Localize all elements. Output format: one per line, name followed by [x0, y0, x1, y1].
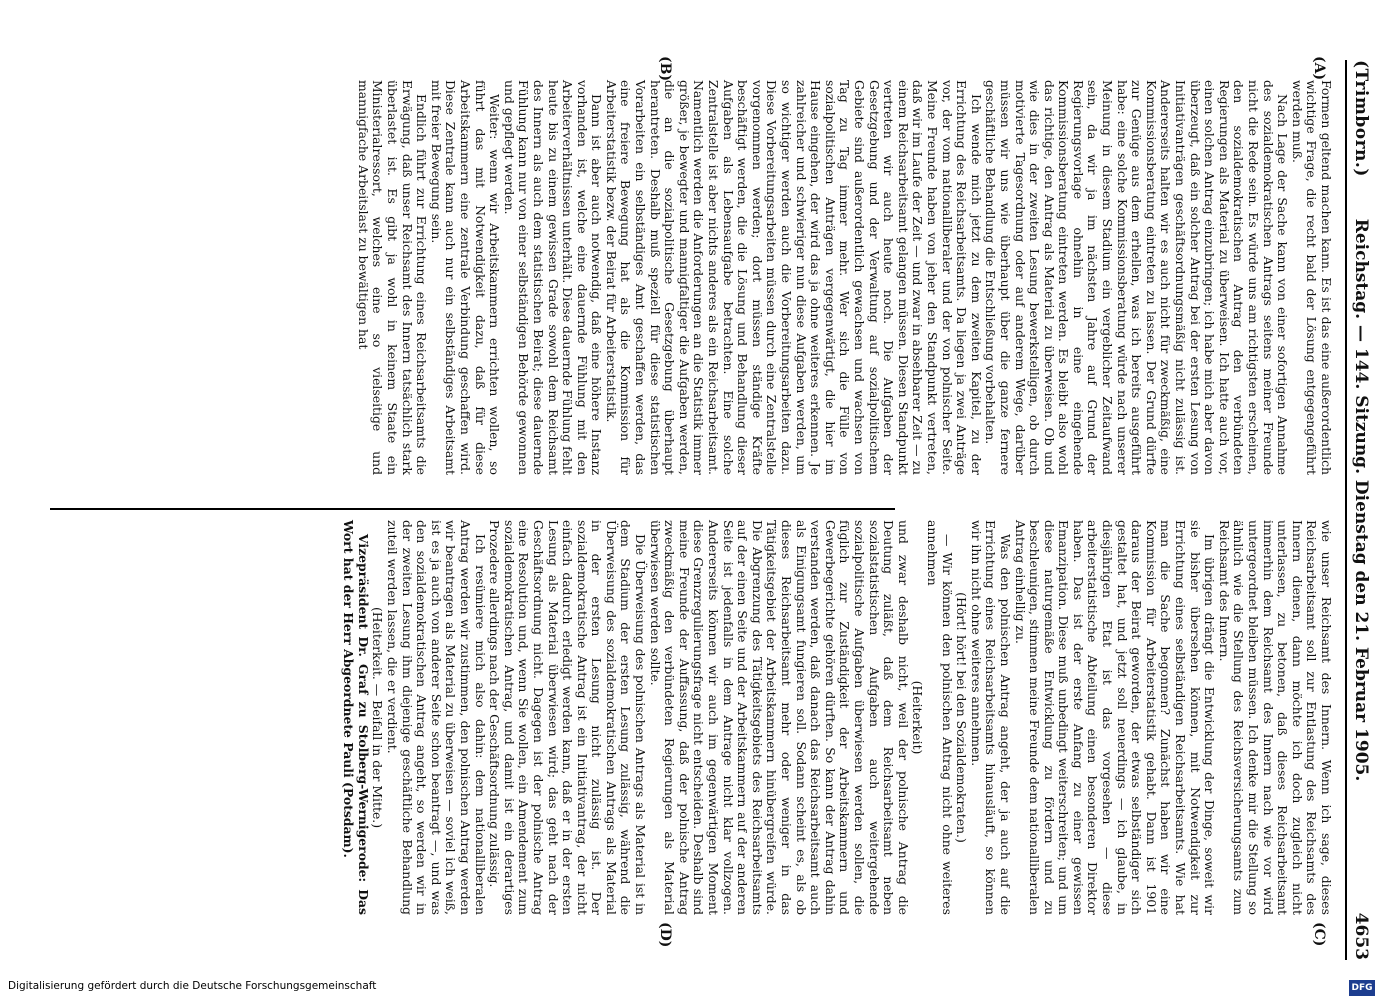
interjection: (Hört! hört! bei den Sozialdemokraten.) — [954, 592, 970, 843]
paragraph: Formen geltend machen kann. Es ist das eine außerordentlich wichtige Frage, die recht bald der Lösung entgegengeführt werden muß. — [1289, 80, 1334, 475]
paragraph: Endlich führt zur Errichtung eines Reichsarbeitsamts die Erwägung, daß unser Reichsamt des Innern tatsächlich stark überlastet ist. Es gibt ja wohl in keinem Staate ein Ministerialressort, welches eine so vielseitige und mannigfache Arbeitslast zu bewältigen hat — [355, 80, 430, 475]
paragraph: Im übrigen drängt die Entwicklung der Dinge, soweit wir sie bisher übersehen können, mit Notwendigkeit zur Errichtung eines selbständigen Reichsarbeitsamts. Wie hat man die Sache begonnen? Zunächst haben wir eine Kommission für Arbeiterstatistik gehabt. Dann ist 1901 daraus der Beirat geworden, der etwas selbständiger sich gestaltet hat, und jetzt soll neuerdings — ich glaube, in diesjährigen Etat ist das vorgesehen — diese arbeiterstatistische Abteilung einen besonderen Direktor haben. Das ist der erste Anfang zu einer gewissen Emanzipation. Diese muß unbedingt weiterschreiten; und um diese naturgemäße Entwicklung zu fördern und zu beschleunigen, stimmen meine Freunde dem nationalliberalen Antrag einhellig zu. — [1012, 520, 1218, 915]
interjection: (Heiterkeit. — Beifall in der Mitte.) — [370, 606, 386, 829]
paragraph: Ich resümiere mich also dahin: dem nationalliberalen Antrag werden wir zustimmen, den polnischen Antrag werden wir beantragen als Material zu überweisen — soviel ich weiß, ist es ja auch von anderer Seite schon beantragt —, und was den sozialdemokratischen Antrag angeht, so werden wir in der zweiten Lesung ihm diejenige geschäftliche Behandlung zuteil werden lassen, die er verdient. — [385, 520, 488, 915]
running-title: Reichstag. — 144. Sitzung. Dienstag den 21. Februar 1905. — [1351, 218, 1371, 782]
paragraph: Weiter: wenn wir Arbeitskammern errichten wollen, so führt das mit Notwendigkeit dazu, daß für diese Arbeitskammern eine zentrale Verbindung geschaffen wird. Diese Zentrale kann auch nur ein selbständiges Arbeitsamt mit freier Bewegung sein. — [428, 80, 503, 475]
paragraph: und zwar deshalb nicht, weil der polnische Antrag die Deutung zuläßt, daß dem Reichsarbeitsamt neben sozialstatistischen Aufgaben auch weitergehende sozialpolitische Aufgaben überwiesen werden sollen, die füglich zur Zuständigkeit der Arbeitskammern und Gewerbegerichte gehören dürften. So kann der Antrag dahin verstanden werden, daß danach das Reichsarbeitsamt auch als Einigungsamt fungieren soll. Sodann scheint es, als ob dieses Reichsarbeitsamt mehr oder weniger in das Tätigkeitsgebiet der Arbeitskammern hinübergreifen würde. Die Abgrenzung des Tätigkeitsgebiets des Reichsarbeitsamts auf der einen Seite und der Arbeitskammern auf der anderen Seite ist jedenfalls in dem Antrage nicht klar vollzogen. Andererseits können wir auch im gegenwärtigen Moment diese Grenzregulierungsfrage nicht entscheiden. Deshalb sind meine Freunde der Auffassung, daß der polnische Antrag zweckmäßig den verbündeten Regierungen als Material überwiesen werden sollte. — [647, 520, 911, 915]
footer-bar — [0, 974, 1383, 1000]
dfg-logo-icon: DFG — [1349, 980, 1375, 996]
paragraph: Was den polnischen Antrag angeht, der ja auch auf die Errichtung eines Reichsarbeitsamts hinausläuft, so können wir ihn nicht ohne weiteres annehmen. — [968, 520, 1013, 915]
paragraph: Dann ist aber auch notwendig, daß eine höhere Instanz vorhanden ist, welche eine dauernde Fühlung mit den Arbeiterverhältnissen unterhält. Diese dauernde Fühlung fehlt heute bis zu einem gewissen Grade sowohl dem Reichsamt des Innern als auch dem statistischen Beirat; diese dauernde Fühlung kann nur von einer selbständigen Behörde gewonnen und gepflegt werden. — [501, 80, 605, 475]
speaker-paragraph: Vizepräsident Dr. Graf zu Stolberg-Wernigerode: Das Wort hat der Herr Abgeordnete Pauli (Potsdam). — [341, 520, 371, 915]
paragraph: Ich wende mich jetzt zu dem zweiten Kapitel, zu der Errichtung des Reichsarbeitsamts. Da liegen ja zwei Anträge vor, der vom nationalliberaler und der von polnischer Seite. Meine Freunde haben von jeher den Standpunkt vertreten, daß wir im Laufe der Zeit — und zwar in absehbarer Zeit — zu einem Reichsarbeitsamt gelangen müssen. Diesen Standpunkt vertreten wir auch heute noch. Die Aufgaben der Gesetzgebung und der Verwaltung auf sozialpolitischem Gebiete sind außerordentlich gewachsen und wachsen von Tag zu Tag immer mehr. Wer sich die Fülle von sozialpolitischen Anträgen vergegenwärtigt, die hier im Hause eingehen, der wird das ja ohne weiteres erkennen. Je zahlreicher und schwieriger nun diese Aufgaben werden, um so wichtiger werden auch die Vorbereitungsarbeiten dazu. Diese Vorbereitungsarbeiten müssen durch eine Zentralstelle vorgenommen werden; dort müssen ständige Kräfte beschäftigt werden, die die Lösung und Behandlung dieser Aufgaben als Lebensaufgabe betrachten. Eine solche Zentralstelle ist aber nichts anderes als ein Reichsarbeitsamt. Namentlich werden die Anforderungen an die Statistik immer größer, je bewegter und mannigfaltiger die Aufgaben werden, die an die sozialpolitische Gesetzgebung überhaupt herantreten. Deshalb muß speziell für diese statistischen Vorarbeiten ein selbständiges Amt geschaffen werden, das eine freiere Bewegung hat als die Kommission für Arbeiterstatistik bezw. der Beirat für Arbeiterstatistik. — [603, 80, 984, 475]
page-number: 4653 — [1351, 912, 1371, 960]
paragraph: Die Überweisung des polnischen Antrags als Material ist in dem Stadium der ersten Lesung zulässig, während die Überweisung des sozialdemokratischen Antrags als Material in der ersten Lesung nicht zulässig ist. Der sozialdemokratische Antrag ist ein Initiativantrag, der nicht einfach dadurch erledigt werden kann, daß er in der ersten Lesung als Material überwiesen wird; das geht nach der Geschäftsordnung nicht. Dagegen ist der polnische Antrag eine Resolution und, wenn Sie wollen, ein Amendement zum sozialdemokratischen Antrag, und damit ist ein derartiges Prozedere allerdings nach der Geschäftsordnung zulässig. — [487, 520, 649, 915]
margin-label-b: (B) — [657, 56, 673, 82]
column-divider — [50, 508, 895, 510]
right-column — [341, 520, 1333, 915]
interjection: (Heiterkeit) — [910, 680, 926, 755]
paragraph: — Wir können den polnischen Antrag nicht ohne weiteres annehmen — [924, 520, 955, 915]
margin-label-c: (C) — [1311, 922, 1327, 947]
paragraph: wie unser Reichsamt des Innern. Wenn ich sage, dieses Reichsarbeitsamt soll zur Entlastung des Reichsamts des Innern dienen, dann möchte ich doch zugleich nicht unterlassen, zu betonen, daß dieses Reichsarbeitsamt immerhin dem Reichsamt des Innern nach wie vor wird untergeordnet bleiben müssen. Ich denke mir die Stellung so ähnlich wie die Stellung des Reichsversicherungsamts zum Reichsamt des Innern. — [1216, 520, 1334, 915]
speaker-name: (Trimborn.) — [1351, 60, 1371, 177]
funding-notice: Digitalisierung gefördert durch die Deutsche Forschungsgemeinschaft — [8, 980, 377, 992]
margin-label-a: (A) — [1311, 56, 1327, 81]
margin-label-d: (D) — [657, 922, 673, 948]
left-column — [355, 80, 1333, 475]
paragraph: Nach Lage der Sache kann von einer sofortigen Annahme des sozialdemokratischen Antrags seitens meiner Freunde nicht die Rede sein. Es würde uns am richtigsten erscheinen, den sozialdemokratischen Antrag den verbündeten Regierungen als Material zu überweisen. Ich hatte auch vor, einen solchen Antrag einzubringen; ich habe mich aber davon überzeugt, daß ein solcher Antrag bei der ersten Lesung von Initiativanträgen geschäftsordnungsmäßig nicht zulässig ist. Andererseits halten wir es auch nicht für zweckmäßig, eine Kommissionsberatung eintreten zu lassen. Der Grund dürfte zur Genüge aus dem erhellen, was ich bereits ausgeführt habe: eine solche Kommissionsberatung würde nach unserer Meinung in diesem Stadium ein vergeblicher Zeitaufwand sein, da wir ja im nächsten Jahre auf Grund der Regierungsvorlage ohnehin in eine eingehende Kommissionsberatung eintreten werden. Es bleibt also wohl das richtige, den Antrag als Material zu überweisen. Ob und wie dies in der zweiten Lesung bewerkstelligen, ob durch motivierte Tagesordnung oder auf anderem Wege, darüber müssen wir uns wie überhaupt über die ganze fernere geschäftliche Behandlung die Entschließung vorbehalten. — [983, 80, 1291, 475]
